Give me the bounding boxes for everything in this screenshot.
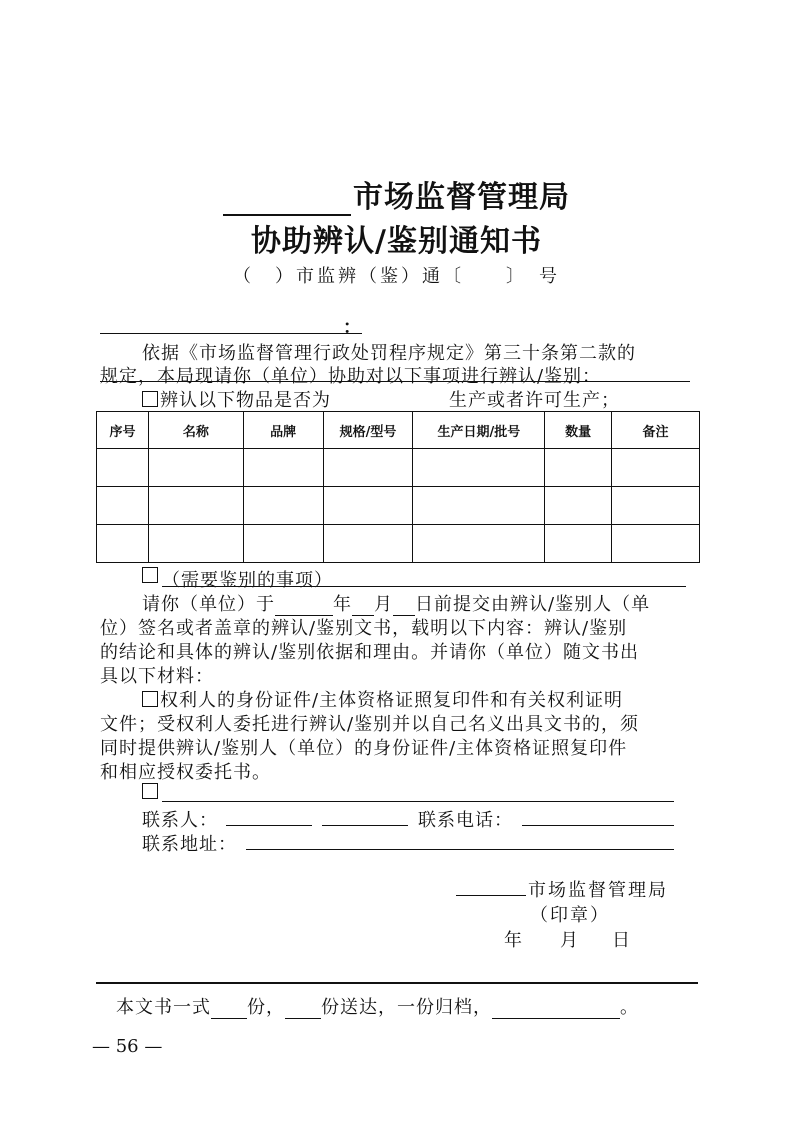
col-header-date-batch: 生产日期/批号	[413, 412, 545, 449]
document-title-line2: 协助辨认/鉴别通知书	[251, 224, 542, 259]
table-cell[interactable]	[148, 525, 243, 563]
contact-phone-label: 联系电话：	[418, 810, 513, 831]
signature-bureau: 市场监督管理局	[528, 880, 668, 901]
document-number: （ ）市监辨（鉴）通〔 〕 号	[233, 266, 560, 287]
signature-bureau-blank[interactable]	[456, 895, 526, 896]
manufacturer-blank[interactable]	[331, 391, 449, 412]
other-checkbox[interactable]	[142, 783, 158, 799]
materials-line1: 权利人的身份证件/主体资格证照复印件和有关权利证明	[160, 690, 624, 711]
deadline-month-blank[interactable]	[352, 595, 374, 616]
table-cell[interactable]	[413, 525, 545, 563]
paragraph-basis-line1: 依据《市场监督管理行政处罚程序规定》第三十条第二款的	[142, 343, 636, 364]
footer-divider	[96, 982, 698, 984]
table-cell[interactable]	[413, 449, 545, 487]
table-cell[interactable]	[97, 525, 149, 563]
col-header-remarks: 备注	[612, 412, 700, 449]
appraise-matter-line[interactable]	[162, 586, 686, 587]
paragraph-deadline-line3: 的结论和具体的辨认/鉴别依据和理由。并请你（单位）随文书出	[100, 642, 640, 663]
copies-total-blank[interactable]	[211, 998, 247, 1019]
table-header-row	[97, 412, 700, 449]
footer-text-d: 。	[620, 997, 639, 1018]
deadline-line	[142, 590, 650, 616]
signature-month: 月	[560, 930, 580, 951]
signature-year: 年	[504, 930, 524, 951]
appraise-matter-text: （需要鉴别的事项）	[162, 570, 333, 591]
contact-person-blank-1[interactable]	[226, 825, 312, 826]
table-cell[interactable]	[323, 525, 413, 563]
deadline-prefix: 请你（单位）于	[142, 594, 275, 615]
deadline-year-blank[interactable]	[275, 595, 333, 616]
col-header-brand: 品牌	[243, 412, 323, 449]
table-row	[97, 525, 700, 563]
document-title-line1	[0, 172, 793, 216]
table-cell[interactable]	[148, 487, 243, 525]
bureau-name-blank[interactable]	[223, 184, 351, 216]
table-cell[interactable]	[243, 525, 323, 563]
signature-day: 日	[612, 930, 632, 951]
table-cell[interactable]	[413, 487, 545, 525]
materials-line3: 同时提供辨认/鉴别人（单位）的身份证件/主体资格证照复印件	[100, 738, 628, 759]
contact-address-blank[interactable]	[246, 849, 674, 850]
col-header-name: 名称	[148, 412, 243, 449]
table-cell[interactable]	[612, 487, 700, 525]
materials-checkbox[interactable]	[142, 691, 158, 707]
option-identify-suffix: 生产或者许可生产；	[449, 390, 620, 411]
other-option-row	[142, 782, 160, 803]
option-identify-prefix: 辨认以下物品是否为	[160, 390, 331, 411]
contact-address-label: 联系地址：	[142, 834, 237, 855]
table-cell[interactable]	[97, 449, 149, 487]
table-cell[interactable]	[97, 487, 149, 525]
option-appraise-row	[142, 566, 160, 587]
deadline-month-label: 月	[374, 594, 393, 615]
table-cell[interactable]	[612, 525, 700, 563]
appraise-checkbox[interactable]	[142, 567, 158, 583]
paragraph-basis-line2: 规定，本局现请你（单位）协助对以下事项进行辨认/鉴别：	[100, 366, 602, 387]
items-table	[96, 411, 700, 563]
table-cell[interactable]	[612, 449, 700, 487]
table-cell[interactable]	[243, 449, 323, 487]
table-cell[interactable]	[323, 487, 413, 525]
deadline-year-label: 年	[333, 594, 352, 615]
deadline-rest: 日前提交由辨认/鉴别人（单	[415, 594, 651, 615]
table-cell[interactable]	[323, 449, 413, 487]
footer-text-c: 份送达，一份归档，	[321, 997, 492, 1018]
footer-text-a: 本文书一式	[116, 997, 211, 1018]
addressee-colon: ：	[343, 317, 362, 338]
materials-line4: 和相应授权委托书。	[100, 762, 271, 783]
table-cell[interactable]	[545, 487, 612, 525]
footer-text-b: 份，	[247, 997, 285, 1018]
contact-person-blank-2[interactable]	[322, 825, 408, 826]
signature-seal: （印章）	[530, 905, 610, 926]
copies-served-blank[interactable]	[285, 998, 321, 1019]
contact-person-label: 联系人：	[142, 810, 218, 831]
page-number: — 56 —	[92, 1036, 163, 1057]
footer-copies	[116, 993, 639, 1019]
table-cell[interactable]	[545, 525, 612, 563]
materials-line2: 文件；受权利人委托进行辨认/鉴别并以自己名义出具文书的，须	[100, 714, 640, 735]
table-row	[97, 449, 700, 487]
title-bureau-text: 市场监督管理局	[353, 180, 570, 215]
other-option-line[interactable]	[162, 801, 674, 802]
contact-phone-blank[interactable]	[522, 825, 674, 826]
identify-checkbox[interactable]	[142, 391, 158, 407]
table-cell[interactable]	[148, 449, 243, 487]
archive-blank[interactable]	[492, 998, 620, 1019]
col-header-quantity: 数量	[545, 412, 612, 449]
paragraph-deadline-line2: 位）签名或者盖章的辨认/鉴别文书，载明以下内容：辨认/鉴别	[100, 618, 628, 639]
table-cell[interactable]	[243, 487, 323, 525]
table-cell[interactable]	[545, 449, 612, 487]
table-row	[97, 487, 700, 525]
basis-underline	[100, 381, 690, 382]
col-header-spec: 规格/型号	[323, 412, 413, 449]
option-identify-row	[142, 386, 620, 412]
addressee-blank[interactable]	[100, 333, 362, 334]
col-header-index: 序号	[97, 412, 149, 449]
deadline-day-blank[interactable]	[393, 595, 415, 616]
materials-row	[142, 686, 623, 712]
paragraph-deadline-line4: 具以下材料：	[100, 666, 214, 687]
